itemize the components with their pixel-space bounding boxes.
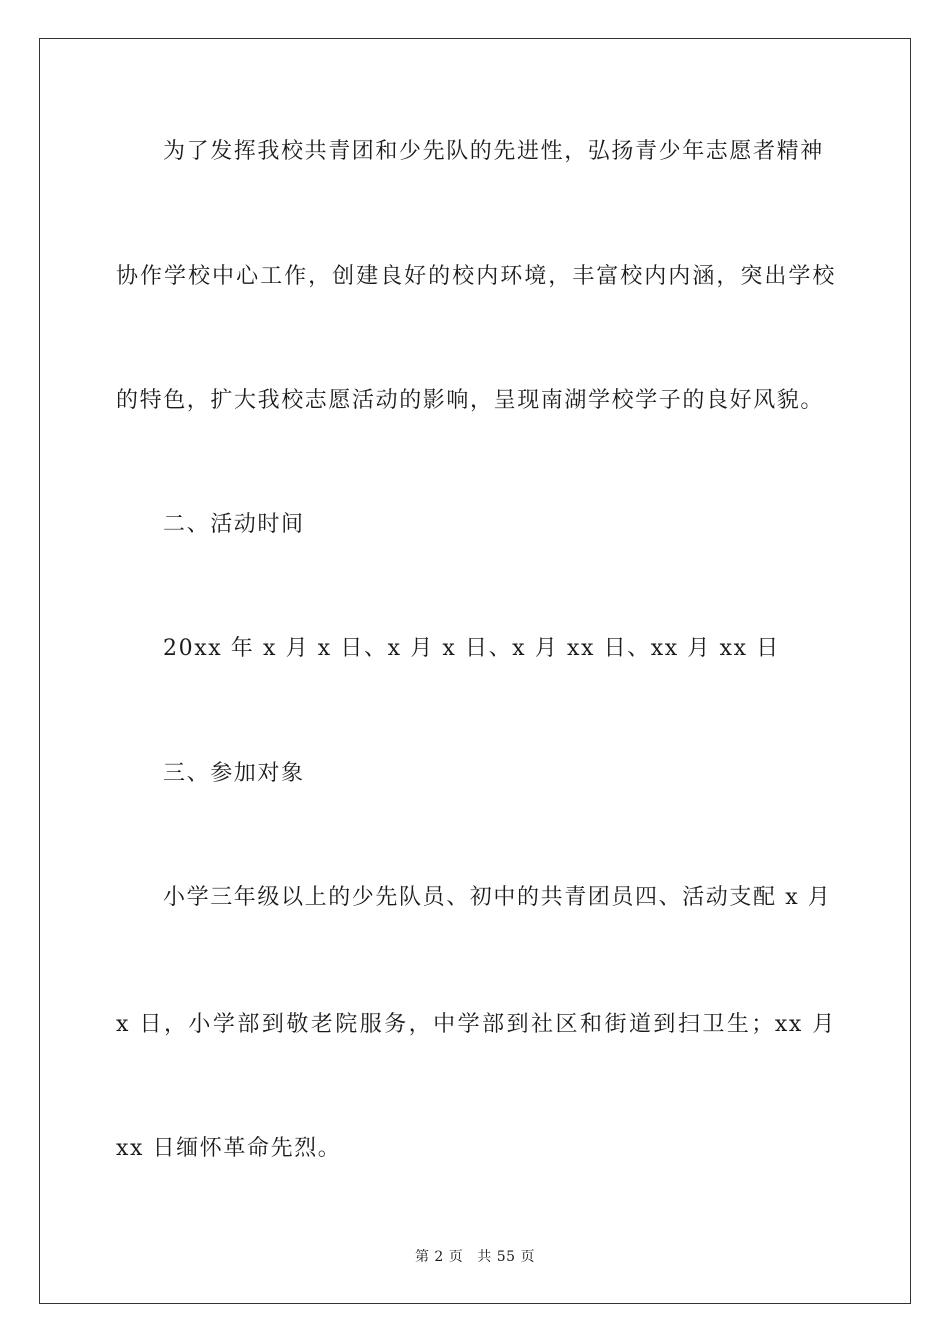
paragraph-line-3: 的特色，扩大我校志愿活动的影响，呈现南湖学校学子的良好风貌。 [116,388,825,413]
activity-dates: 20xx 年 x 月 x 日、x 月 x 日、x 月 xx 日、xx 月 xx 日 [163,636,780,661]
page-border [39,38,911,1304]
total-pages: 共 55 页 [477,1249,536,1265]
section-heading-participants: 三、参加对象 [163,761,305,786]
paragraph-line-6: xx 日缅怀革命先烈。 [116,1136,342,1161]
page-number: 第 2 页 [414,1249,464,1265]
paragraph-line-2: 协作学校中心工作，创建良好的校内环境，丰富校内内涵，突出学校 [116,264,836,289]
paragraph-line-5: x 日，小学部到敬老院服务，中学部到社区和街道到扫卫生；xx 月 [116,1012,836,1037]
paragraph-line-4: 小学三年级以上的少先队员、初中的共青团员四、活动支配 x 月 [163,885,832,910]
paragraph-line-1: 为了发挥我校共青团和少先队的先进性，弘扬青少年志愿者精神 [163,139,824,164]
page-footer [0,1247,950,1267]
section-heading-activity-time: 二、活动时间 [163,512,305,537]
